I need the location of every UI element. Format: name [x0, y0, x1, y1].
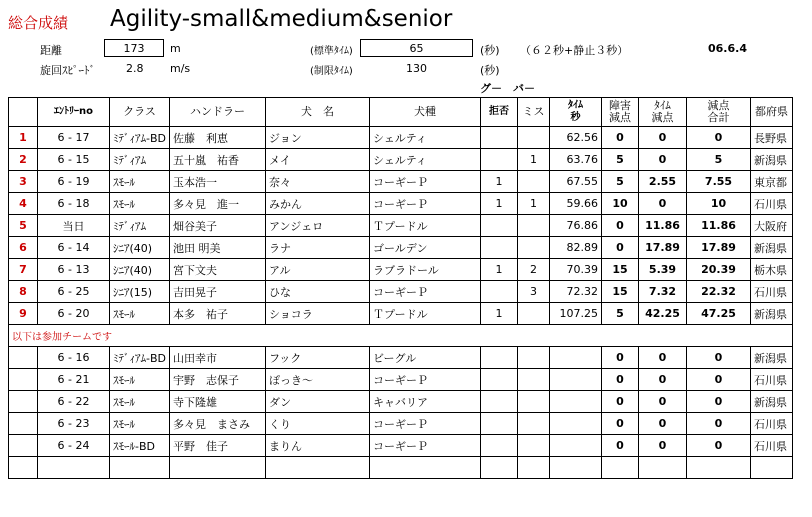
obstacle-cell: 0: [602, 237, 639, 259]
rank-cell: [9, 435, 38, 457]
time-penalty-cell: 0: [639, 149, 687, 171]
limit-time-label: (制限ﾀｲﾑ): [310, 66, 353, 77]
table-row: [9, 347, 793, 369]
entry-cell: 6 - 13: [38, 259, 110, 281]
entry-cell: 6 - 25: [38, 281, 110, 303]
miss-cell: 1: [518, 149, 550, 171]
prefecture-cell: 新潟県: [751, 391, 793, 413]
total-cell: 22.32: [687, 281, 751, 303]
table-row: [9, 127, 793, 149]
header-total: 減点 合計: [687, 98, 751, 127]
obstacle-cell: 15: [602, 281, 639, 303]
breed-cell: シェルティ: [370, 127, 481, 149]
miss-cell: 3: [518, 281, 550, 303]
prefecture-cell: 石川県: [751, 435, 793, 457]
table-row: [9, 193, 793, 215]
dog-cell: ショコラ: [266, 303, 370, 325]
sheet-label: 総合成績: [8, 14, 69, 32]
handler-cell: 山田幸市: [170, 347, 266, 369]
time-penalty-cell: 0: [639, 193, 687, 215]
time-cell: [550, 435, 602, 457]
distance-unit: m: [170, 42, 181, 55]
handler-cell: 多々見 まさみ: [170, 413, 266, 435]
table-row: [9, 237, 793, 259]
class-cell: ｽﾓｰﾙ: [110, 391, 170, 413]
time-cell: 76.86: [550, 215, 602, 237]
total-cell: 20.39: [687, 259, 751, 281]
std-time-note: （６２秒+静止３秒）: [520, 44, 629, 57]
total-cell: 7.55: [687, 171, 751, 193]
header-refusal: 拒否: [481, 98, 518, 127]
refusal-cell: 1: [481, 259, 518, 281]
table-row: [9, 303, 793, 325]
obstacle-cell: 10: [602, 193, 639, 215]
class-cell: ﾐﾃﾞｨｱﾑ: [110, 149, 170, 171]
time-cell: 72.32: [550, 281, 602, 303]
handler-cell: 五十嵐 祐香: [170, 149, 266, 171]
table-row: [9, 149, 793, 171]
breed-cell: コーギーＰ: [370, 281, 481, 303]
entry-cell: 6 - 22: [38, 391, 110, 413]
class-cell: ｼﾆｱ(40): [110, 237, 170, 259]
handler-cell: 宇野 志保子: [170, 369, 266, 391]
handler-cell: 本多 祐子: [170, 303, 266, 325]
rank-cell: 7: [9, 259, 38, 281]
time-cell: 82.89: [550, 237, 602, 259]
handler-cell: 宮下文夫: [170, 259, 266, 281]
total-cell: 0: [687, 435, 751, 457]
time-penalty-cell: 0: [639, 347, 687, 369]
breed-cell: コーギーＰ: [370, 171, 481, 193]
time-penalty-cell: 0: [639, 127, 687, 149]
refusal-cell: 1: [481, 171, 518, 193]
class-cell: ｽﾓｰﾙ: [110, 303, 170, 325]
obstacle-cell: 0: [602, 127, 639, 149]
class-cell: ﾐﾃﾞｨｱﾑ-BD: [110, 347, 170, 369]
obstacle-cell: 0: [602, 369, 639, 391]
miss-cell: [518, 391, 550, 413]
date: 06.6.4: [708, 42, 747, 55]
time-penalty-cell: 17.89: [639, 237, 687, 259]
std-time-label: (標準ﾀｲﾑ): [310, 46, 353, 57]
table-row: [9, 413, 793, 435]
miss-cell: 2: [518, 259, 550, 281]
header-prefecture: 都府県: [751, 98, 793, 127]
class-cell: ｽﾓｰﾙ-BD: [110, 435, 170, 457]
total-cell: 0: [687, 347, 751, 369]
class-cell: ｽﾓｰﾙ: [110, 193, 170, 215]
table-row: [9, 369, 793, 391]
header-entry: ｴﾝﾄﾘｰno: [38, 98, 110, 127]
miss-cell: [518, 215, 550, 237]
miss-cell: [518, 171, 550, 193]
breed-cell: Ｔプードル: [370, 215, 481, 237]
total-cell: 10: [687, 193, 751, 215]
prefecture-cell: 栃木県: [751, 259, 793, 281]
dog-cell: くり: [266, 413, 370, 435]
header-time-penalty: ﾀｲﾑ 減点: [639, 98, 687, 127]
obstacle-cell: 5: [602, 171, 639, 193]
prefecture-cell: 新潟県: [751, 303, 793, 325]
prefecture-cell: 新潟県: [751, 149, 793, 171]
header-handler: ハンドラー: [170, 98, 266, 127]
distance-label: 距離: [40, 44, 62, 57]
miss-cell: [518, 347, 550, 369]
time-penalty-cell: 0: [639, 369, 687, 391]
ranked-results: [9, 127, 793, 325]
breed-cell: コーギーＰ: [370, 435, 481, 457]
breed-cell: シェルティ: [370, 149, 481, 171]
rank-cell: 4: [9, 193, 38, 215]
handler-cell: 玉本浩一: [170, 171, 266, 193]
dog-cell: ひな: [266, 281, 370, 303]
prefecture-cell: 石川県: [751, 369, 793, 391]
miss-cell: [518, 237, 550, 259]
class-cell: ｼﾆｱ(15): [110, 281, 170, 303]
results-table: [8, 97, 793, 479]
refusal-cell: [481, 149, 518, 171]
dog-cell: ぽっき～: [266, 369, 370, 391]
distance-value[interactable]: 173: [104, 39, 164, 57]
table-row: [9, 215, 793, 237]
prefecture-cell: 大阪府: [751, 215, 793, 237]
total-cell: 11.86: [687, 215, 751, 237]
time-cell: 70.39: [550, 259, 602, 281]
time-cell: [550, 413, 602, 435]
breed-cell: コーギーＰ: [370, 193, 481, 215]
entry-cell: 6 - 21: [38, 369, 110, 391]
dog-cell: フック: [266, 347, 370, 369]
entry-cell: 6 - 23: [38, 413, 110, 435]
prefecture-cell: 長野県: [751, 127, 793, 149]
time-penalty-cell: 2.55: [639, 171, 687, 193]
rank-cell: [9, 391, 38, 413]
blank-row: [9, 457, 793, 479]
speed-label: 旋回ｽﾋﾟｰﾄﾞ: [40, 64, 95, 77]
std-time-unit: (秒): [480, 44, 500, 57]
time-cell: 107.25: [550, 303, 602, 325]
limit-time-value: 130: [406, 62, 427, 75]
rank-cell: 1: [9, 127, 38, 149]
dog-cell: ジョン: [266, 127, 370, 149]
rank-cell: [9, 347, 38, 369]
header-miss: ミス: [518, 98, 550, 127]
refusal-cell: [481, 413, 518, 435]
entry-cell: 6 - 17: [38, 127, 110, 149]
obstacle-cell: 0: [602, 215, 639, 237]
speed-unit: m/s: [170, 62, 191, 75]
dog-cell: アンジェロ: [266, 215, 370, 237]
prefecture-cell: 石川県: [751, 413, 793, 435]
time-penalty-cell: 7.32: [639, 281, 687, 303]
prefecture-cell: 石川県: [751, 281, 793, 303]
rank-cell: [9, 413, 38, 435]
refusal-cell: [481, 237, 518, 259]
handler-cell: 平野 佳子: [170, 435, 266, 457]
rank-cell: 2: [9, 149, 38, 171]
refusal-cell: [481, 215, 518, 237]
total-cell: 0: [687, 369, 751, 391]
obstacle-cell: 0: [602, 413, 639, 435]
breed-cell: ビーグル: [370, 347, 481, 369]
miss-cell: [518, 127, 550, 149]
prefecture-cell: 東京都: [751, 171, 793, 193]
time-penalty-cell: 0: [639, 391, 687, 413]
miss-cell: 1: [518, 193, 550, 215]
time-penalty-cell: 42.25: [639, 303, 687, 325]
time-cell: 62.56: [550, 127, 602, 149]
header-obstacle: 障害 減点: [602, 98, 639, 127]
obstacle-cell: 15: [602, 259, 639, 281]
rank-cell: 9: [9, 303, 38, 325]
table-row: [9, 259, 793, 281]
entry-cell: 6 - 24: [38, 435, 110, 457]
refusal-cell: [481, 347, 518, 369]
miss-cell: [518, 303, 550, 325]
handler-cell: 佐藤 利恵: [170, 127, 266, 149]
rank-cell: [9, 369, 38, 391]
time-penalty-cell: 0: [639, 435, 687, 457]
time-cell: 67.55: [550, 171, 602, 193]
header-row: [9, 98, 793, 127]
time-cell: [550, 369, 602, 391]
entry-cell: 6 - 15: [38, 149, 110, 171]
time-cell: [550, 347, 602, 369]
total-cell: 17.89: [687, 237, 751, 259]
class-cell: ｽﾓｰﾙ: [110, 369, 170, 391]
obstacle-cell: 0: [602, 391, 639, 413]
rank-cell: 8: [9, 281, 38, 303]
refusal-cell: 1: [481, 303, 518, 325]
entry-cell: 6 - 16: [38, 347, 110, 369]
miss-cell: [518, 369, 550, 391]
entry-cell: 当日: [38, 215, 110, 237]
dog-cell: 奈々: [266, 171, 370, 193]
prefecture-cell: 新潟県: [751, 237, 793, 259]
breed-cell: コーギーＰ: [370, 413, 481, 435]
handler-cell: 寺下隆雄: [170, 391, 266, 413]
breed-cell: ゴールデン: [370, 237, 481, 259]
header-rank: [9, 98, 38, 127]
entry-cell: 6 - 19: [38, 171, 110, 193]
total-cell: 47.25: [687, 303, 751, 325]
class-cell: ﾐﾃﾞｨｱﾑ: [110, 215, 170, 237]
dog-cell: ラナ: [266, 237, 370, 259]
breed-cell: コーギーＰ: [370, 369, 481, 391]
breed-cell: Ｔプードル: [370, 303, 481, 325]
class-cell: ｽﾓｰﾙ: [110, 171, 170, 193]
rank-cell: 5: [9, 215, 38, 237]
refusal-cell: [481, 369, 518, 391]
time-cell: [550, 391, 602, 413]
entry-cell: 6 - 18: [38, 193, 110, 215]
refusal-cell: [481, 127, 518, 149]
table-row: [9, 435, 793, 457]
prefecture-cell: 石川県: [751, 193, 793, 215]
total-cell: 0: [687, 127, 751, 149]
refusal-cell: 1: [481, 193, 518, 215]
dog-cell: メイ: [266, 149, 370, 171]
obstacle-cell: 5: [602, 149, 639, 171]
sheet-title: Agility-small&medium&senior: [110, 6, 453, 32]
refusal-cell: [481, 281, 518, 303]
miss-cell: [518, 435, 550, 457]
participants-note-row: [9, 325, 793, 347]
time-cell: 63.76: [550, 149, 602, 171]
header-dog: 犬 名: [266, 98, 370, 127]
table-row: [9, 171, 793, 193]
obstacle-cell: 0: [602, 347, 639, 369]
obstacle-cell: 5: [602, 303, 639, 325]
total-cell: 0: [687, 413, 751, 435]
rank-cell: 6: [9, 237, 38, 259]
total-cell: 5: [687, 149, 751, 171]
dog-cell: みかん: [266, 193, 370, 215]
class-cell: ｼﾆｱ(40): [110, 259, 170, 281]
dog-cell: まりん: [266, 435, 370, 457]
header-time: ﾀｲﾑ 秒: [550, 98, 602, 127]
table-row: [9, 281, 793, 303]
participant-results: [9, 347, 793, 457]
class-cell: ｽﾓｰﾙ: [110, 413, 170, 435]
time-cell: 59.66: [550, 193, 602, 215]
class-cell: ﾐﾃﾞｨｱﾑ-BD: [110, 127, 170, 149]
breed-cell: ラブラドール: [370, 259, 481, 281]
group-label: グ－ バ－: [480, 82, 535, 95]
entry-cell: 6 - 14: [38, 237, 110, 259]
participants-note: 以下は参加チームです: [9, 325, 793, 347]
time-penalty-cell: 0: [639, 413, 687, 435]
header-class: クラス: [110, 98, 170, 127]
table-row: [9, 391, 793, 413]
handler-cell: 池田 明美: [170, 237, 266, 259]
limit-time-unit: (秒): [480, 64, 500, 77]
prefecture-cell: 新潟県: [751, 347, 793, 369]
speed-value: 2.8: [126, 62, 144, 75]
time-penalty-cell: 5.39: [639, 259, 687, 281]
time-penalty-cell: 11.86: [639, 215, 687, 237]
total-cell: 0: [687, 391, 751, 413]
handler-cell: 畑谷美子: [170, 215, 266, 237]
dog-cell: アル: [266, 259, 370, 281]
entry-cell: 6 - 20: [38, 303, 110, 325]
refusal-cell: [481, 435, 518, 457]
handler-cell: 多々見 進一: [170, 193, 266, 215]
obstacle-cell: 0: [602, 435, 639, 457]
std-time-value[interactable]: 65: [360, 39, 473, 57]
breed-cell: キャバリア: [370, 391, 481, 413]
miss-cell: [518, 413, 550, 435]
dog-cell: ダン: [266, 391, 370, 413]
handler-cell: 吉田晃子: [170, 281, 266, 303]
rank-cell: 3: [9, 171, 38, 193]
refusal-cell: [481, 391, 518, 413]
header-breed: 犬種: [370, 98, 481, 127]
